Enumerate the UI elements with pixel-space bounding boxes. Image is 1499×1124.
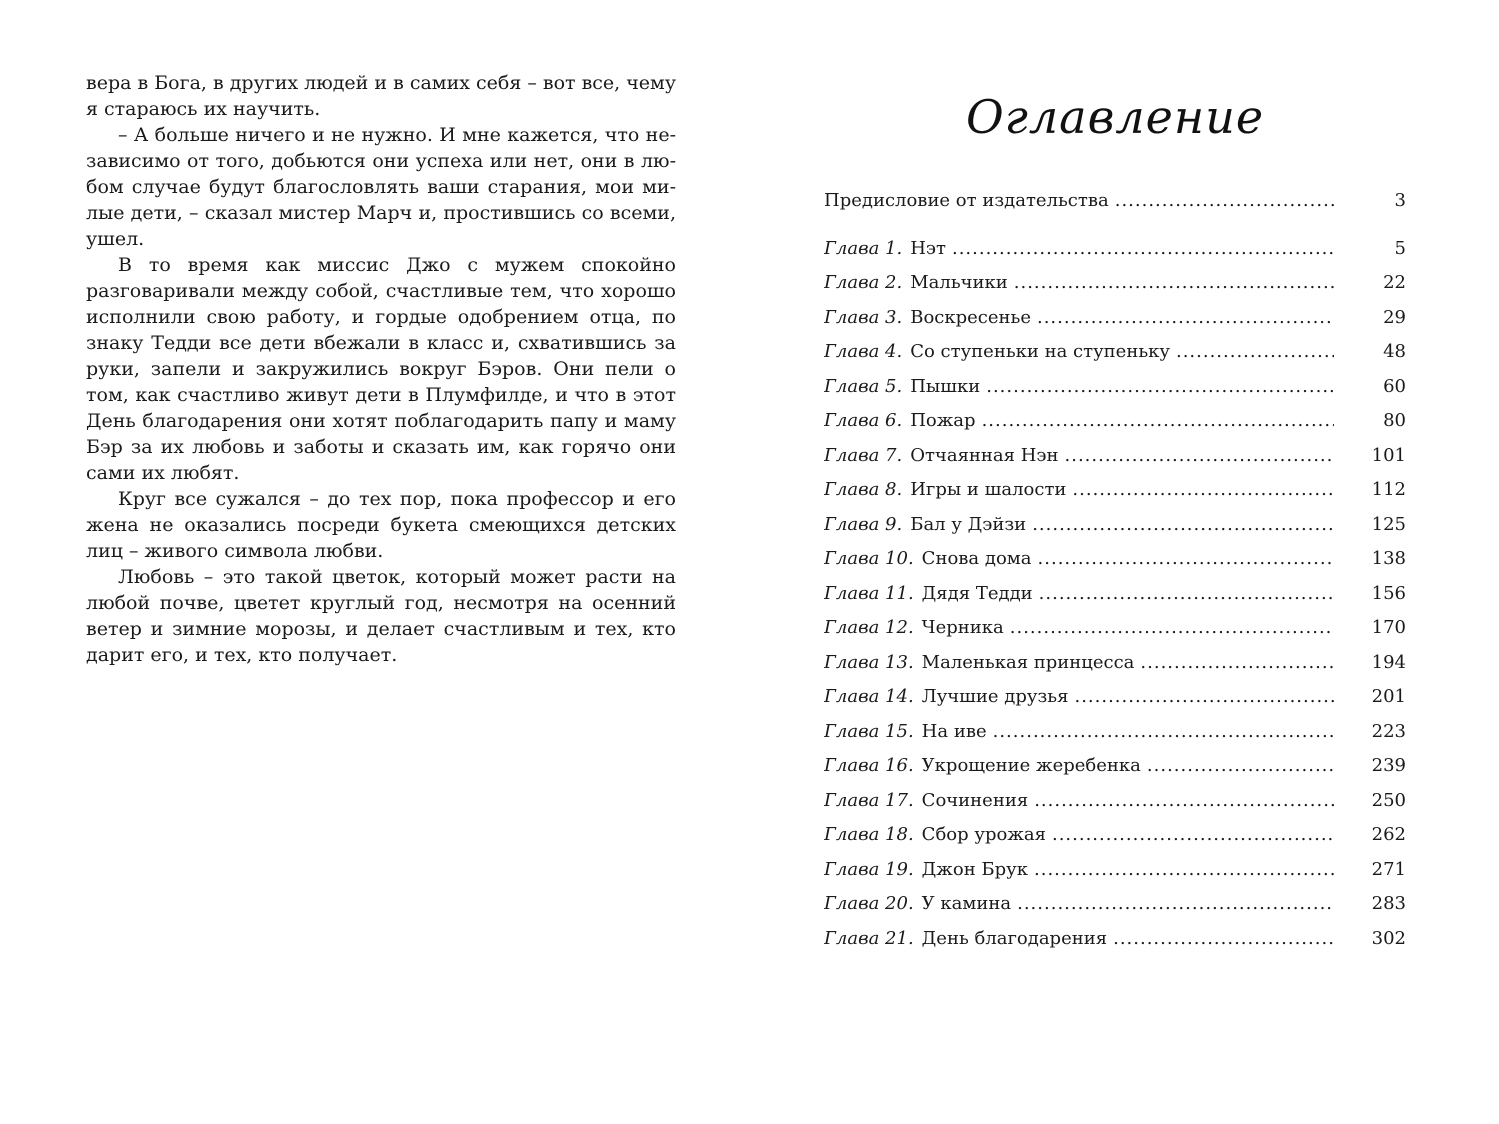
toc-chapter-title: Сочинения xyxy=(921,789,1029,811)
toc-leader-dots xyxy=(1032,508,1334,543)
toc-leader-dots xyxy=(1037,301,1334,336)
toc-chapter-entry xyxy=(824,473,1410,508)
toc-page-number: 112 xyxy=(1371,479,1406,500)
toc-leader-dots xyxy=(1017,887,1334,922)
toc-chapter-entry xyxy=(824,266,1410,301)
toc-chapter-label: Глава 2. xyxy=(824,272,903,293)
toc-leader-dots xyxy=(1140,646,1334,681)
toc-chapter-title: Мальчики xyxy=(910,272,1008,293)
toc-preface-entry xyxy=(824,184,1410,219)
toc-leader-dots xyxy=(1147,749,1334,784)
toc-chapter-title: Воскресенье xyxy=(910,306,1031,328)
toc-chapter-label: Глава 6. xyxy=(824,410,903,431)
toc-chapter-title: Джон Брук xyxy=(921,858,1029,880)
toc-chapter-label: Глава 16. xyxy=(824,755,914,776)
toc-page-number: 262 xyxy=(1371,824,1406,845)
toc-chapter-label: Глава 9. xyxy=(824,513,903,535)
toc-leader-dots xyxy=(1115,184,1334,219)
toc-chapter-entry xyxy=(824,508,1410,543)
toc-chapter-entry xyxy=(824,542,1410,577)
toc-leader-dots xyxy=(1034,784,1334,819)
toc-page-number: 101 xyxy=(1371,444,1406,466)
toc-chapter-title: Со ступеньки на ступеньку xyxy=(910,341,1170,362)
toc-chapter-label: Глава 10. xyxy=(824,548,914,569)
toc-chapter-entry xyxy=(824,370,1410,405)
toc-chapter-list xyxy=(824,232,1410,957)
toc-chapter-entry xyxy=(824,439,1410,474)
toc-page-number: 223 xyxy=(1371,720,1406,742)
toc-page-number: 302 xyxy=(1371,927,1406,949)
toc-chapter-label: Глава 21. xyxy=(824,927,914,949)
toc-chapter-entry xyxy=(824,715,1410,750)
toc-chapter-title: Отчаянная Нэн xyxy=(910,444,1059,466)
toc-chapter-title: Лучшие друзья xyxy=(921,686,1069,707)
toc-title: Оглавление xyxy=(965,90,1265,144)
toc-chapter-entry xyxy=(824,749,1410,784)
toc-page-number: 271 xyxy=(1371,858,1406,880)
toc-leader-dots xyxy=(986,370,1334,405)
toc-chapter-title: Пышки xyxy=(910,375,981,397)
toc-chapter-label: Глава 5. xyxy=(824,375,903,397)
toc-page-number: 250 xyxy=(1371,789,1406,811)
toc-leader-dots xyxy=(1065,439,1335,474)
toc-page-number: 201 xyxy=(1371,686,1406,707)
toc-page-number: 29 xyxy=(1383,306,1406,328)
toc-chapter-title: Бал у Дэйзи xyxy=(910,513,1027,535)
toc-page-number: 283 xyxy=(1371,893,1406,914)
toc-chapter-title: Дядя Тедди xyxy=(921,582,1033,604)
toc-leader-dots xyxy=(1074,680,1334,715)
toc-chapter-entry xyxy=(824,853,1410,888)
paragraph: – А больше ничего и не нужно. И мне кажется, что независимо от того, добьются они успеха или нет, они в любом случае будут благословлять ваши старания, мои милые дети, – сказал мистер Марч и, простившись со всеми, ушел. xyxy=(86,124,676,250)
toc-page-number: 60 xyxy=(1383,375,1406,397)
toc-leader-dots xyxy=(1010,611,1334,646)
paragraph: Круг все сужался – до тех пор, пока профессор и его жена не оказались посреди букета смеющихся детских лиц – живого символа любви. xyxy=(86,488,676,562)
toc-chapter-label: Глава 18. xyxy=(824,824,914,845)
left-page-text xyxy=(86,70,676,668)
toc-leader-dots xyxy=(1176,335,1334,370)
toc-chapter-entry xyxy=(824,301,1410,336)
paragraph: вера в Бога, в других людей и в самих себя – вот все, чему я стараюсь их научить. xyxy=(86,72,676,120)
toc-chapter-entry xyxy=(824,887,1410,922)
toc-page-number: 156 xyxy=(1371,582,1406,604)
toc-page-number: 125 xyxy=(1371,513,1406,535)
toc-chapter-entry xyxy=(824,680,1410,715)
toc-chapter-label: Глава 19. xyxy=(824,858,914,880)
toc-page-number: 138 xyxy=(1371,548,1406,569)
toc-chapter-entry xyxy=(824,784,1410,819)
toc-chapter-label: Глава 11. xyxy=(824,582,914,604)
toc-page-number: 22 xyxy=(1383,272,1406,293)
toc-leader-dots xyxy=(1034,853,1334,888)
toc-chapter-label: Глава 3. xyxy=(824,306,903,328)
toc-chapter-title: Сбор урожая xyxy=(921,824,1046,845)
toc-chapter-entry xyxy=(824,646,1410,681)
toc-leader-dots xyxy=(952,232,1334,267)
toc-chapter-entry xyxy=(824,404,1410,439)
toc-chapter-title: Снова дома xyxy=(921,548,1032,569)
toc-chapter-title: День благодарения xyxy=(921,927,1108,949)
toc-chapter-title: Пожар xyxy=(910,410,976,431)
toc-leader-dots xyxy=(1072,473,1334,508)
toc-preface-title: Предисловие от издательства xyxy=(824,190,1109,211)
toc-chapter-label: Глава 8. xyxy=(824,479,903,500)
toc-chapter-label: Глава 17. xyxy=(824,789,914,811)
toc-chapter-label: Глава 14. xyxy=(824,686,914,707)
table-of-contents xyxy=(824,184,1410,956)
toc-chapter-title: Укрощение жеребенка xyxy=(921,755,1141,776)
toc-chapter-entry xyxy=(824,577,1410,612)
toc-leader-dots xyxy=(1113,922,1334,957)
toc-leader-dots xyxy=(993,715,1334,750)
toc-chapter-title: Маленькая принцесса xyxy=(921,651,1135,673)
toc-page-number: 5 xyxy=(1394,237,1406,259)
toc-leader-dots xyxy=(1052,818,1334,853)
toc-chapter-label: Глава 13. xyxy=(824,651,914,673)
toc-chapter-label: Глава 12. xyxy=(824,617,914,638)
paragraph: В то время как миссис Джо с мужем спокойно разговаривали между собой, счастливые тем, что хорошо исполнили свою работу, и гордые одобрением отца, по знаку Тедди все дети вбежали в класс и, схватившись за руки, запели и закружились вокруг Бэров. Они пели о том, как счастливо живут дети в Плумфилде, и что в этот День благодарения они хотят поблагодарить папу и маму Бэр за их любовь и заботы и сказать им, как горячо они сами их любят. xyxy=(86,254,676,484)
toc-leader-dots xyxy=(1039,577,1334,612)
toc-chapter-label: Глава 15. xyxy=(824,720,914,742)
toc-leader-dots xyxy=(1038,542,1334,577)
toc-chapter-title: Игры и шалости xyxy=(910,479,1067,500)
toc-page-number: 80 xyxy=(1383,410,1406,431)
toc-chapter-entry xyxy=(824,922,1410,957)
toc-chapter-entry xyxy=(824,818,1410,853)
toc-chapter-entry xyxy=(824,232,1410,267)
toc-page-number: 170 xyxy=(1371,617,1406,638)
toc-chapter-label: Глава 20. xyxy=(824,893,914,914)
toc-chapter-label: Глава 1. xyxy=(824,237,903,259)
toc-chapter-label: Глава 4. xyxy=(824,341,903,362)
toc-chapter-title: У камина xyxy=(921,893,1012,914)
toc-chapter-entry xyxy=(824,611,1410,646)
toc-chapter-entry xyxy=(824,335,1410,370)
toc-chapter-title: Нэт xyxy=(910,237,946,259)
toc-chapter-title: На иве xyxy=(921,720,987,742)
toc-page-number: 48 xyxy=(1383,341,1406,362)
toc-chapter-title: Черника xyxy=(921,617,1004,638)
toc-leader-dots xyxy=(982,404,1334,439)
toc-page-number: 194 xyxy=(1371,651,1406,673)
paragraph: Любовь – это такой цветок, который может расти на любой почве, цветет круглый год, несмотря на осенний ветер и зимние морозы, и делает счастливым и тех, кто дарит его, и тех, кто получает. xyxy=(86,566,676,666)
toc-leader-dots xyxy=(1014,266,1334,301)
toc-page-number: 239 xyxy=(1371,755,1406,776)
toc-chapter-label: Глава 7. xyxy=(824,444,903,466)
toc-page-number: 3 xyxy=(1394,190,1406,211)
